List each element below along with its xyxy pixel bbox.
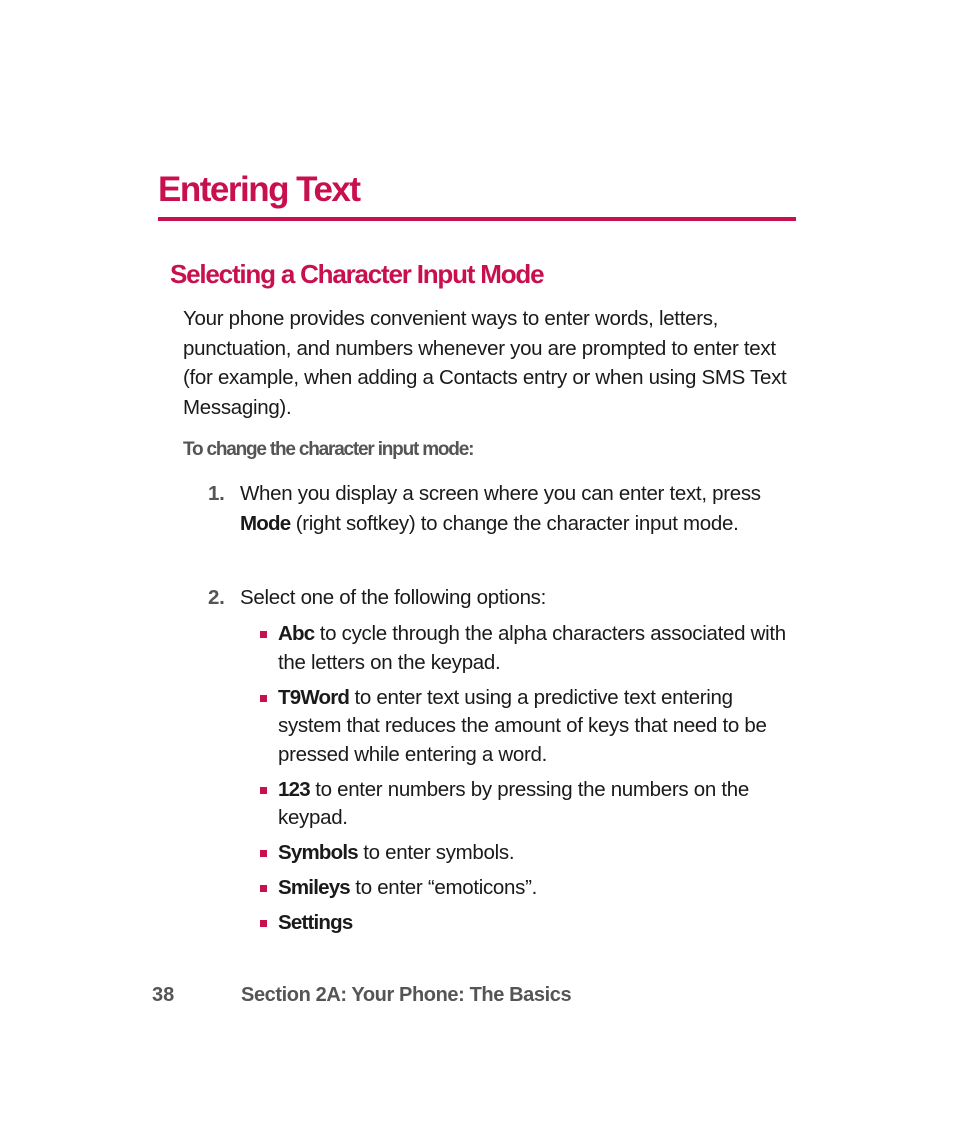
- step-text-after: (right softkey) to change the character input mode.: [290, 512, 739, 535]
- bullet-square-icon: [260, 695, 267, 702]
- bullet-square-icon: [260, 787, 267, 794]
- page-title: Entering Text: [158, 170, 360, 209]
- option-smileys: [258, 874, 798, 903]
- step-number: 2.: [208, 586, 225, 609]
- footer-page-number: 38: [152, 984, 175, 1006]
- option-description: to enter symbols.: [357, 841, 515, 864]
- bullet-square-icon: [260, 920, 267, 927]
- option-description: to enter “emoticons”.: [349, 876, 537, 899]
- option-keyword: Settings: [278, 911, 353, 934]
- option-keyword: Abc: [278, 622, 315, 645]
- option-description: to enter text using a predictive text entering system that reduces the amount of keys that need to be pressed while entering a word.: [278, 685, 767, 766]
- bullet-square-icon: [260, 850, 267, 857]
- option-123: [258, 776, 798, 833]
- option-settings: [258, 909, 798, 938]
- mode-keyword: Mode: [240, 512, 291, 535]
- option-keyword: Symbols: [278, 841, 358, 864]
- step-text: [240, 479, 788, 539]
- section-heading: Selecting a Character Input Mode: [170, 259, 544, 289]
- intro-paragraph: Your phone provides convenient ways to enter words, letters, punctuation, and numbers whenever you are prompted to enter text (for example, when adding a Contacts entry or when using SMS Text Messaging).: [183, 307, 787, 419]
- option-abc: [258, 620, 798, 677]
- bullet-square-icon: [260, 885, 267, 892]
- option-description: to cycle through the alpha characters associated with the letters on the keypad.: [278, 622, 786, 674]
- option-symbols: [258, 839, 798, 868]
- title-rule: [158, 217, 796, 221]
- option-description: to enter numbers by pressing the numbers on the keypad.: [278, 777, 749, 829]
- bullet-square-icon: [260, 631, 267, 638]
- procedure-label: To change the character input mode:: [183, 439, 474, 460]
- step-number: 1.: [208, 482, 225, 505]
- step-2: [208, 583, 788, 613]
- step-text: Select one of the following options:: [240, 586, 547, 609]
- input-mode-options-list: [258, 620, 798, 944]
- option-keyword: 123: [278, 777, 310, 801]
- option-keyword: T9Word: [278, 685, 350, 709]
- footer-section-title: Section 2A: Your Phone: The Basics: [241, 984, 572, 1006]
- option-t9word: [258, 684, 798, 770]
- step-text-before: When you display a screen where you can enter text, press: [240, 482, 761, 505]
- step-1: [208, 479, 788, 539]
- option-keyword: Smileys: [278, 876, 350, 899]
